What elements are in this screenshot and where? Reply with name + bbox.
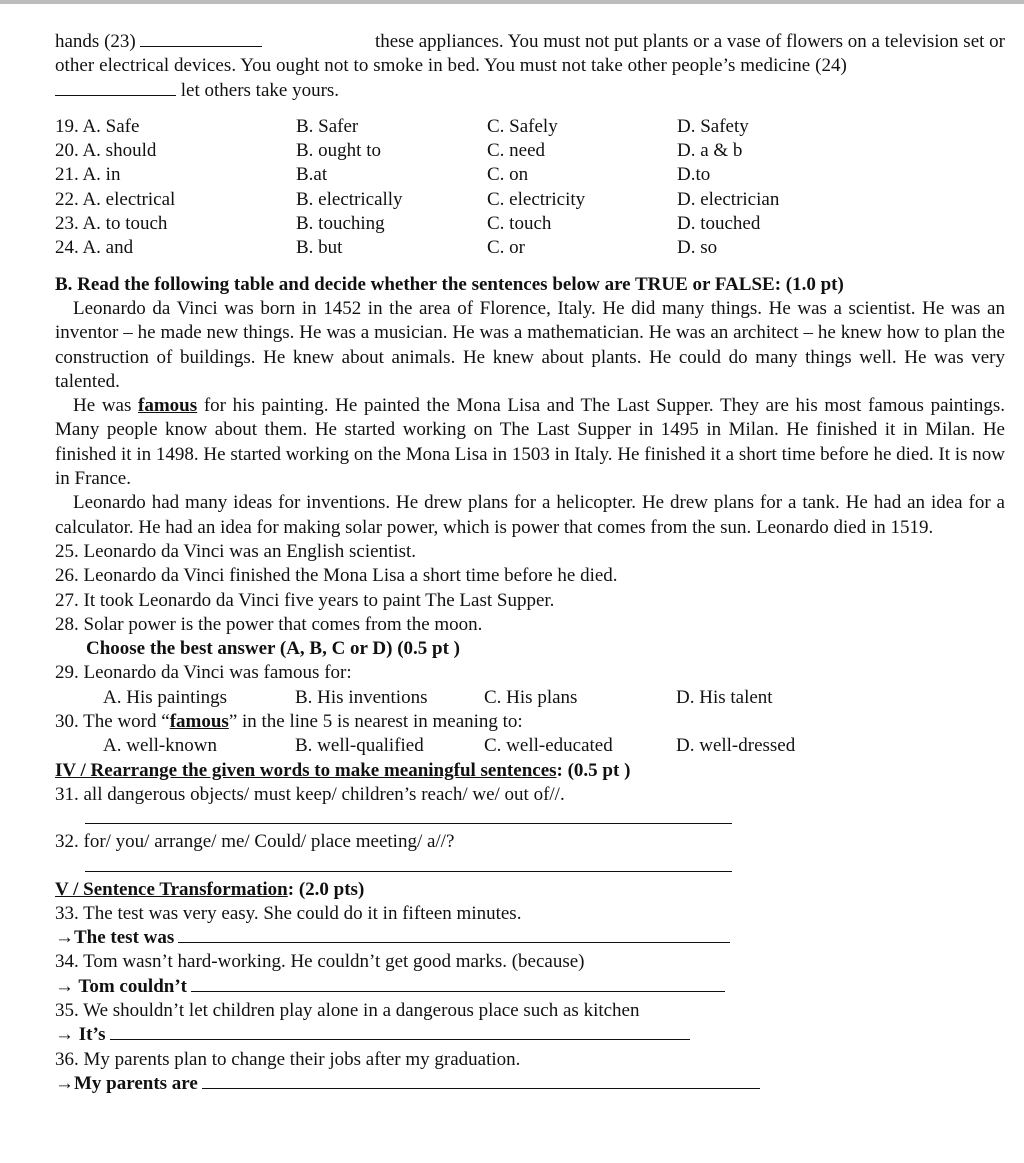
tf-question-27: 27. It took Leonardo da Vinci five years to paint The Last Supper.	[55, 589, 555, 611]
section-v	[55, 878, 1005, 1097]
q29-options	[55, 686, 1005, 710]
mcq-row-22	[55, 188, 1005, 212]
section-b-heading: B. Read the following table and decide whether the sentences below are TRUE or FALSE: (1.0 pt)	[55, 273, 844, 295]
answer-blank[interactable]	[202, 1074, 760, 1089]
intro-text-3: let others take yours.	[180, 79, 340, 101]
option-a[interactable]: 21. A. in	[55, 164, 121, 186]
option-b[interactable]: B. well-qualified	[295, 735, 424, 757]
tf-question-28: 28. Solar power is the power that comes from the moon.	[55, 613, 483, 635]
option-c[interactable]: C. or	[487, 237, 525, 259]
option-c[interactable]: C. well-educated	[484, 735, 613, 757]
intro-line-2: other electrical devices. You ought not to smoke in bed. You must not take other people’s medicine (24)	[55, 55, 847, 77]
intro-text-start: hands (23)	[55, 31, 136, 52]
intro-text-end: these appliances. You must not put plants or a vase of flowers on a television set or	[374, 31, 1005, 52]
answer-row-34	[55, 975, 1005, 999]
option-a[interactable]: 23. A. to touch	[55, 213, 168, 235]
mcq-row-20	[55, 139, 1005, 163]
option-a[interactable]: A. well-known	[103, 735, 217, 757]
option-a[interactable]: 22. A. electrical	[55, 188, 176, 210]
q30-famous-word: famous	[169, 711, 229, 733]
choose-heading: Choose the best answer (A, B, C or D) (0.5 pt )	[86, 638, 460, 660]
answer-blank[interactable]	[110, 1025, 690, 1040]
option-d[interactable]: D.to	[677, 164, 711, 186]
section-v-heading-underlined: V / Sentence Transformation	[55, 878, 288, 900]
option-b[interactable]: B.at	[296, 164, 328, 186]
mcq-row-24	[55, 236, 1005, 260]
answer-row-36	[55, 1072, 1005, 1096]
tf-question-25: 25. Leonardo da Vinci was an English scientist.	[55, 540, 417, 562]
answer-blank[interactable]	[191, 977, 725, 992]
answer-blank[interactable]	[178, 928, 730, 943]
mcq-options	[55, 115, 1005, 261]
option-d[interactable]: D. touched	[677, 213, 761, 235]
option-a[interactable]: 24. A. and	[55, 237, 134, 259]
option-b[interactable]: B. but	[296, 237, 343, 259]
answer-prompt: → Tom couldn’t	[55, 975, 187, 997]
option-a[interactable]: 19. A. Safe	[55, 115, 140, 137]
q30-options	[55, 734, 1005, 758]
question-31: 31. all dangerous objects/ must keep/ children’s reach/ we/ out of//.	[55, 783, 565, 805]
q30-text-post: ” in the line 5 is nearest in meaning to:	[228, 711, 523, 733]
option-c[interactable]: C. need	[487, 140, 546, 162]
blank-24[interactable]	[55, 81, 176, 96]
option-c[interactable]: C. on	[487, 164, 529, 186]
p2-text-pre: He was	[73, 395, 139, 417]
reading-paragraph-3: Leonardo had many ideas for inventions. He drew plans for a helicopter. He drew plans for a tank. He had an idea for a calculator. He had an idea for making solar power, which is power that comes from the sun. Leonardo died in 1519.	[55, 492, 1005, 538]
question-36: 36. My parents plan to change their jobs after my graduation.	[55, 1048, 521, 1070]
blank-23[interactable]	[140, 32, 262, 47]
question-32: 32. for/ you/ arrange/ me/ Could/ place meeting/ a//?	[55, 831, 455, 853]
option-b[interactable]: B. electrically	[296, 188, 403, 210]
q30-text-pre: 30. The word “	[55, 711, 170, 733]
option-b[interactable]: B. ought to	[296, 140, 381, 162]
intro-passage	[55, 30, 1005, 103]
option-b[interactable]: B. His inventions	[295, 686, 428, 708]
option-b[interactable]: B. touching	[296, 213, 385, 235]
option-b[interactable]: B. Safer	[296, 115, 359, 137]
section-iv-heading-underlined: IV / Rearrange the given words to make meaningful sentences	[55, 759, 557, 781]
mcq-row-19	[55, 115, 1005, 139]
mcq-row-21	[55, 163, 1005, 187]
option-d[interactable]: D. electrician	[677, 188, 780, 210]
option-c[interactable]: C. Safely	[487, 115, 558, 137]
option-d[interactable]: D. well-dressed	[676, 735, 796, 757]
reading-paragraph-1: Leonardo da Vinci was born in 1452 in the area of Florence, Italy. He did many things. He was a scientist. He was an inventor – he made new things. He was a musician. He was a mathematician. He was an architect – he knew how to plan the construction of buildings. He knew about animals. He knew about plants. He could do many things well. He was very talented.	[55, 297, 1005, 392]
famous-word: famous	[138, 395, 198, 417]
reading-paragraph-2	[55, 394, 1005, 491]
option-a[interactable]: 20. A. should	[55, 140, 157, 162]
tf-question-26: 26. Leonardo da Vinci finished the Mona Lisa a short time before he died.	[55, 565, 618, 587]
section-iv-heading	[55, 759, 1005, 783]
answer-row-35	[55, 1023, 1005, 1047]
page-top-edge	[0, 0, 1024, 4]
question-34: 34. Tom wasn’t hard-working. He couldn’t get good marks. (because)	[55, 951, 585, 973]
answer-prompt: → It’s	[55, 1024, 106, 1046]
section-iv-heading-points: : (0.5 pt )	[556, 759, 631, 781]
option-c[interactable]: C. His plans	[484, 686, 578, 708]
option-d[interactable]: D. so	[677, 237, 718, 259]
option-d[interactable]: D. His talent	[676, 686, 773, 708]
answer-prompt: →The test was	[55, 927, 175, 949]
option-c[interactable]: C. touch	[487, 213, 552, 235]
worksheet-page	[55, 30, 1005, 1096]
answer-line-32[interactable]	[85, 855, 732, 872]
intro-line-3	[55, 79, 1005, 103]
p2-text-post: for his painting. He painted the Mona Lisa and The Last Supper. They are his most famous paintings. Many people know about them. He started working on The Last Supper in 1495 in Milan. He finished it in Milan. He finished it in 1498. He started working on the Mona Lisa in 1503 in Italy. He finished it a short time before he died. It is now in France.	[55, 395, 1006, 490]
mcq-row-23	[55, 212, 1005, 236]
section-v-heading-points: : (2.0 pts)	[287, 878, 365, 900]
question-30	[55, 710, 1005, 734]
question-33: 33. The test was very easy. She could do it in fifteen minutes.	[55, 902, 522, 924]
question-29: 29. Leonardo da Vinci was famous for:	[55, 662, 352, 684]
question-35: 35. We shouldn’t let children play alone in a dangerous place such as kitchen	[55, 999, 640, 1021]
intro-line-1	[55, 30, 1005, 54]
answer-prompt: →My parents are	[55, 1072, 198, 1094]
option-a[interactable]: A. His paintings	[103, 686, 228, 708]
answer-line-31[interactable]	[85, 807, 732, 824]
option-d[interactable]: D. a & b	[677, 140, 743, 162]
option-d[interactable]: D. Safety	[677, 115, 749, 137]
option-c[interactable]: C. electricity	[487, 188, 586, 210]
section-b	[55, 273, 1005, 759]
section-v-heading	[55, 878, 1005, 902]
section-iv	[55, 759, 1005, 872]
answer-row-33	[55, 926, 1005, 950]
